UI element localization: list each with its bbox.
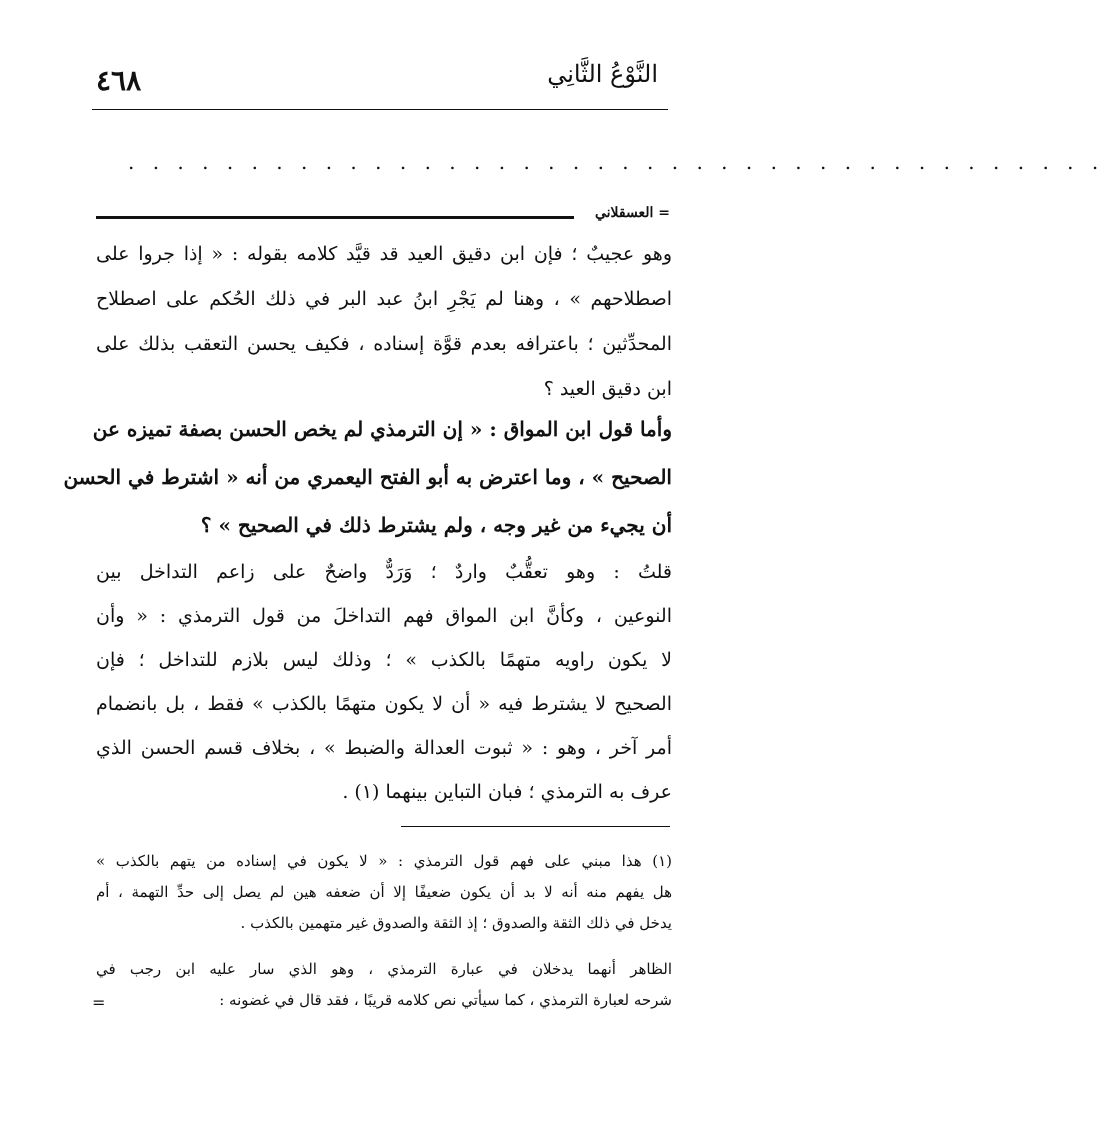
paragraph-2: [63, 405, 672, 549]
continuation-mark: =: [92, 993, 106, 1012]
footnote-line: الظاهر أنهما يدخلان في عبارة الترمذي ، وهو الذي سار عليه ابن رجب في: [96, 960, 672, 978]
text-line: الصحيح » ، وما اعترض به أبو الفتح اليعمري من أنه « اشترط في الحسن: [63, 465, 672, 489]
author-row: [96, 205, 670, 229]
paragraph-3: [96, 550, 672, 814]
footnote-2: [96, 954, 672, 1016]
page-header: [92, 58, 668, 110]
text-line: قلتُ : وهو تعقُّبٌ واردٌ ؛ وَرَدٌّ واضحٌ على زاعم التداخل بين: [96, 561, 672, 583]
text-line: وهو عجيبٌ ؛ فإن ابن دقيق العيد قد قيَّد كلامه بقوله : « إذا جروا على: [96, 243, 672, 265]
text-line: الصحيح لا يشترط فيه « أن لا يكون متهمًا بالكذب » فقط ، بل بانضمام: [96, 693, 672, 715]
page-number: ٤٦٨: [96, 64, 142, 97]
footnote-line: هل يفهم منه أنه لا بد أن يكون ضعيفًا إلا أن ضعفه هين لم يصل إلى حدِّ التهمة ، أم: [96, 883, 672, 901]
text-line: المحدِّثين ؛ باعترافه بعدم قوَّة إسناده ، فكيف يحسن التعقب بذلك على: [96, 333, 672, 355]
text-line: عرف به الترمذي ؛ فبان التباين بينهما (١) .: [342, 781, 672, 803]
separator-dots: . . . . . . . . . . . . . . . . . . . . . . . . . . . . . . . . . . . . . . . .: [128, 150, 1104, 174]
text-line: أمر آخر ، وهو : « ثبوت العدالة والضبط » ، بخلاف قسم الحسن الذي: [96, 737, 672, 759]
text-line: اصطلاحهم » ، وهنا لم يَجْرِ ابنُ عبد البر في ذلك الحُكم على اصطلاح: [96, 288, 672, 310]
header-rule: [92, 109, 668, 110]
author-rule: [96, 216, 574, 219]
text-line: أن يجيء من غير وجه ، ولم يشترط ذلك في الصحيح » ؟: [200, 513, 672, 537]
text-line: ابن دقيق العيد ؟: [543, 378, 672, 400]
text-line: النوعين ، وكأنَّ ابن المواق فهم التداخلَ من قول الترمذي : « وأن: [96, 605, 672, 627]
footnote-rule: [401, 826, 670, 827]
footnote-line: شرحه لعبارة الترمذي ، كما سيأتي نص كلامه قريبًا ، فقد قال في غضونه :: [219, 991, 672, 1009]
footnote-line: يدخل في ذلك الثقة والصدوق ؛ إذ الثقة والصدوق غير متهمين بالكذب .: [240, 914, 672, 932]
text-line: لا يكون راويه متهمًا بالكذب » ؛ وذلك ليس بلازم للتداخل ؛ فإن: [96, 649, 672, 671]
paragraph-1: [96, 232, 672, 412]
footnote-line: (١) هذا مبني على فهم قول الترمذي : « لا يكون في إسناده من يتهم بالكذب »: [96, 852, 672, 870]
text-line: وأما قول ابن المواق : « إن الترمذي لم يخص الحسن بصفة تميزه عن: [92, 417, 672, 441]
chapter-title: النَّوْعُ الثَّانِي: [547, 60, 658, 88]
footnote-1: [96, 846, 672, 939]
author-label: العسقلاني =: [594, 205, 670, 221]
